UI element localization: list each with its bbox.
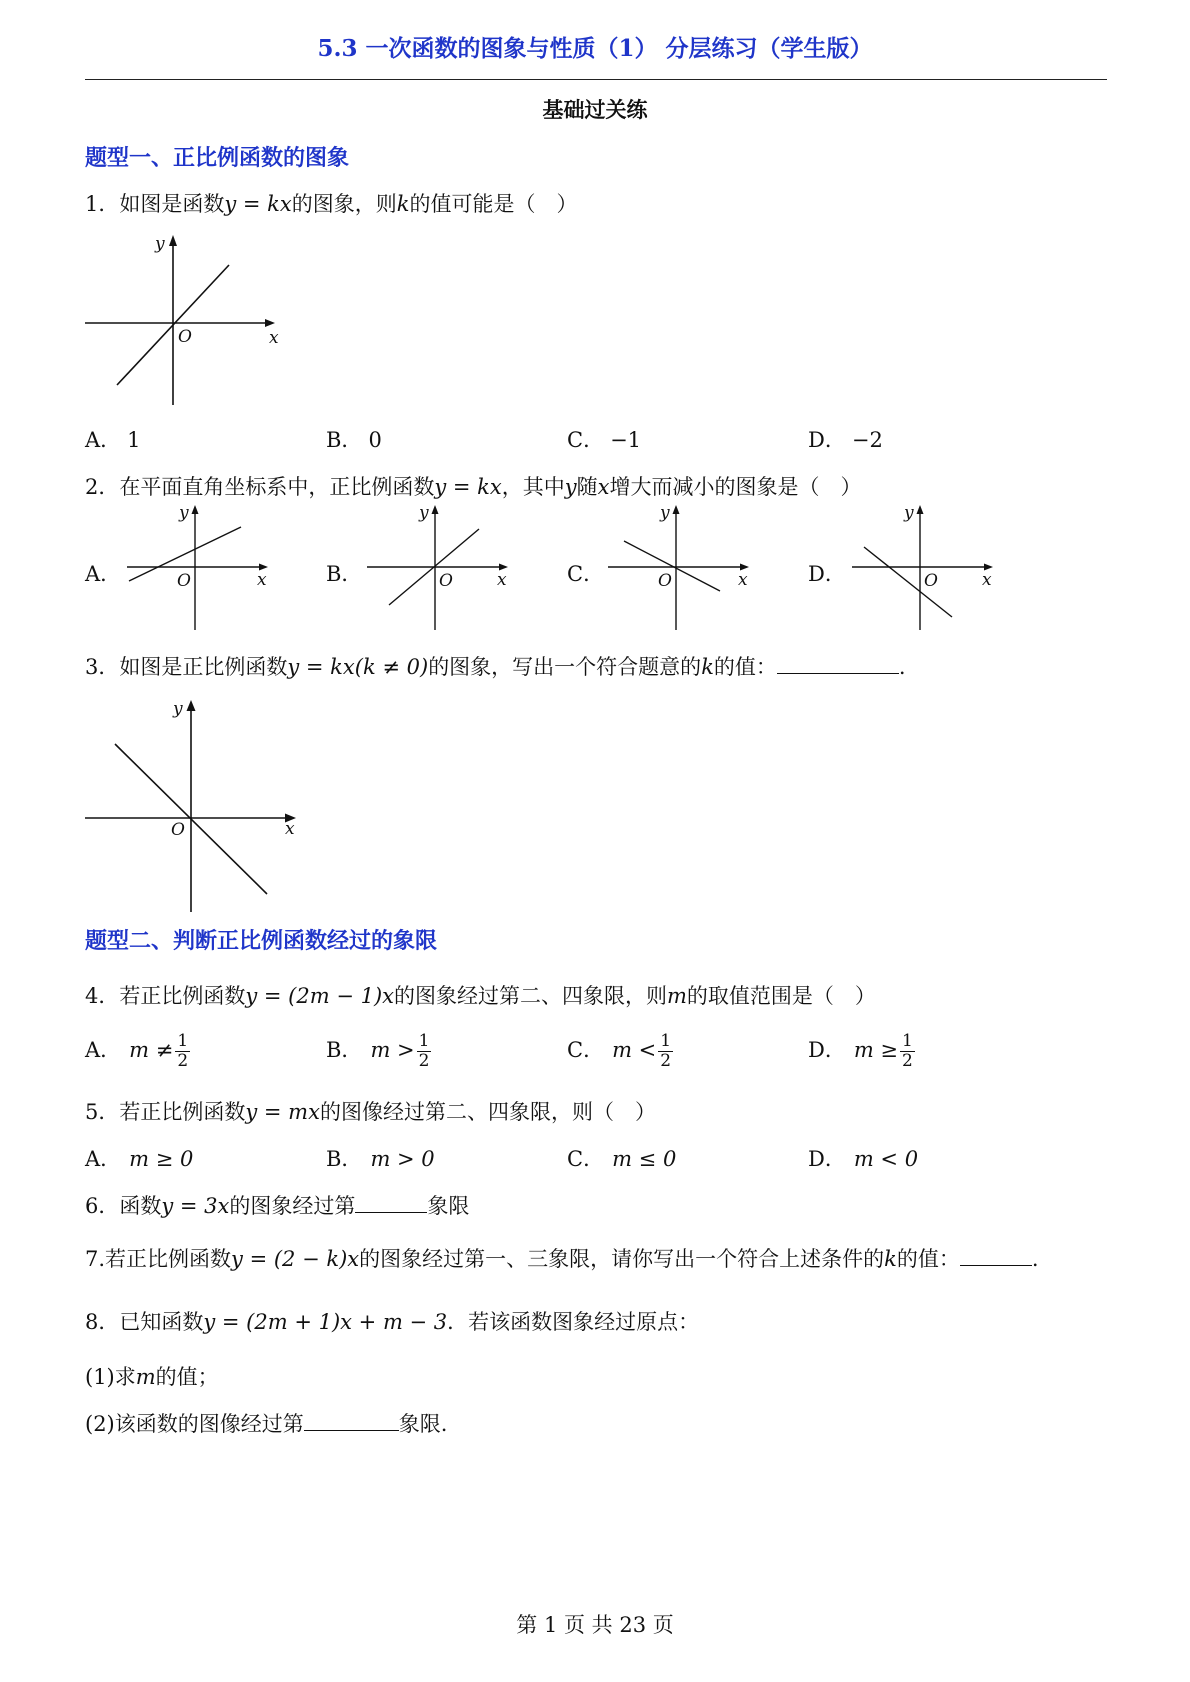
q1-option-b-label: B． <box>326 428 363 452</box>
q1-graph <box>85 235 285 405</box>
q2c-x-label: x <box>738 570 748 590</box>
q2b-origin-label: O <box>439 571 453 591</box>
q2-text-pre: 在平面直角坐标系中，正比例函数 <box>119 475 435 499</box>
q4-formula: y = (2m − 1)x <box>245 984 394 1008</box>
q2d-origin-label: O <box>924 571 938 591</box>
q5-option-a-label: A． <box>85 1147 122 1171</box>
q2c-y-label: y <box>660 503 670 523</box>
q5-option-b-value: m > 0 <box>370 1147 435 1171</box>
q3-condition: (k ≠ 0) <box>354 655 429 679</box>
q3-k: k <box>701 655 714 679</box>
q3-y-label: y <box>173 699 183 719</box>
q7-text-mid: 的图象经过第一、三象限，请你写出一个符合上述条件的 <box>359 1247 885 1271</box>
q4-text-pre: 若正比例函数 <box>119 984 246 1008</box>
q1-option-b-value: 0 <box>368 428 382 452</box>
q5-option-b-label: B． <box>326 1147 363 1171</box>
q8-answer-blank[interactable] <box>304 1410 399 1431</box>
q5-text-post: 的图像经过第二、四象限，则（ ） <box>319 1100 656 1124</box>
q4-b-num: 1 <box>418 1031 430 1051</box>
q1-option-d-value: −2 <box>851 428 883 452</box>
q2-number: 2． <box>85 475 120 499</box>
q2a-origin-label: O <box>177 571 191 591</box>
q3-text-mid: 的图象，写出一个符合题意的 <box>428 655 702 679</box>
q1-option-a-label: A． <box>85 428 122 452</box>
q3-end: . <box>898 655 906 679</box>
q1-option-c-label: C． <box>567 428 605 452</box>
question-4 <box>85 980 876 1010</box>
q1-text-mid: 的图象，则 <box>291 192 397 216</box>
q2b-y-label: y <box>419 503 429 523</box>
q4-c-num: 1 <box>660 1031 672 1051</box>
q7-end: . <box>1031 1247 1039 1271</box>
q8-number: 8． <box>85 1310 120 1334</box>
q8-text-pre: 已知函数 <box>119 1310 204 1334</box>
q1-option-c[interactable] <box>567 424 641 454</box>
q6-answer-blank[interactable] <box>355 1192 427 1213</box>
q5-option-d[interactable] <box>808 1143 918 1173</box>
q4-option-d-label: D． <box>808 1038 846 1062</box>
q8-part-1 <box>85 1361 219 1391</box>
q2b-x-label: x <box>497 570 507 590</box>
q4-option-a[interactable] <box>85 1032 190 1071</box>
q2-option-a-graph[interactable] <box>127 505 272 630</box>
q4-option-d-rel: m ≥ <box>853 1038 899 1062</box>
q4-b-den: 2 <box>418 1051 430 1071</box>
q7-answer-blank[interactable] <box>960 1245 1032 1266</box>
q7-k: k <box>884 1247 897 1271</box>
q2a-x-label: x <box>257 570 267 590</box>
q4-a-den: 2 <box>177 1051 189 1071</box>
q4-number: 4． <box>85 984 120 1008</box>
question-3 <box>85 651 906 681</box>
q7-text-pre: 若正比例函数 <box>105 1247 232 1271</box>
q4-option-d-fraction <box>900 1032 915 1071</box>
q2c-origin-label: O <box>658 571 672 591</box>
q7-formula: y = (2 − k)x <box>231 1247 360 1271</box>
q2-text-post: 增大而减小的图象是（ ） <box>609 475 862 499</box>
q3-text-post: 的值： <box>713 655 777 679</box>
q6-text-post: 象限 <box>427 1194 470 1218</box>
type2-heading: 题型二、判断正比例函数经过的象限 <box>85 928 438 954</box>
q8-text-post: ．若该函数图象经过原点： <box>447 1310 700 1334</box>
q3-graph <box>85 700 300 915</box>
q5-option-a[interactable] <box>85 1143 193 1173</box>
q7-number: 7. <box>85 1247 106 1271</box>
q4-option-c-label: C． <box>567 1038 605 1062</box>
q2-y: y <box>564 475 577 499</box>
q8-formula: y = (2m + 1)x + m − 3 <box>203 1310 448 1334</box>
q4-c-den: 2 <box>660 1051 672 1071</box>
q4-text-mid: 的图象经过第二、四象限，则 <box>394 984 667 1008</box>
page-footer: 第 1 页 共 23 页 <box>516 1613 674 1637</box>
q4-d-num: 1 <box>902 1031 913 1051</box>
q2-option-b-label[interactable]: B． <box>326 562 363 586</box>
question-2 <box>85 471 861 501</box>
document-title: 5.3 一次函数的图象与性质（1） 分层练习（学生版） <box>317 35 873 62</box>
q5-option-b[interactable] <box>326 1143 435 1173</box>
q1-formula: y = kx <box>224 192 292 216</box>
q7-text-post: 的值： <box>896 1247 960 1271</box>
q4-option-b-label: B． <box>326 1038 363 1062</box>
q3-origin-label: O <box>171 820 185 840</box>
q4-option-b[interactable] <box>326 1032 431 1071</box>
q1-option-d[interactable] <box>808 424 883 454</box>
q1-text-pre: 如图是函数 <box>119 192 225 216</box>
q8-part-2 <box>85 1408 447 1438</box>
q5-formula: y = mx <box>245 1100 320 1124</box>
header-rule <box>85 79 1107 80</box>
q6-text-pre: 函数 <box>119 1194 162 1218</box>
question-5 <box>85 1096 656 1126</box>
q4-option-a-label: A． <box>85 1038 122 1062</box>
q1-k: k <box>396 192 410 216</box>
q4-option-a-rel: m ≠ <box>129 1038 174 1062</box>
q6-number: 6． <box>85 1194 120 1218</box>
q1-option-a-value: 1 <box>127 428 141 452</box>
q5-text-pre: 若正比例函数 <box>119 1100 246 1124</box>
q5-option-c-value: m ≤ 0 <box>612 1147 677 1171</box>
q3-answer-blank[interactable] <box>777 653 899 674</box>
q8-p1-m: m <box>135 1365 156 1389</box>
question-7 <box>85 1243 1039 1273</box>
q2-option-d-graph[interactable] <box>852 505 997 630</box>
q1-text-post: 的值可能是（ ） <box>409 192 578 216</box>
q4-option-d[interactable] <box>808 1032 915 1071</box>
q3-x-label: x <box>285 819 295 839</box>
q4-option-c-rel: m < <box>612 1038 657 1062</box>
q1-option-d-label: D． <box>808 428 846 452</box>
q2a-y-label: y <box>179 503 189 523</box>
q6-formula: y = 3x <box>161 1194 230 1218</box>
question-8 <box>85 1306 699 1336</box>
q8-p2-pre: (2)该函数的图像经过第 <box>85 1412 304 1436</box>
q5-option-d-label: D． <box>808 1147 846 1171</box>
q2-option-b-graph[interactable] <box>367 505 512 630</box>
q1-x-label: x <box>269 328 279 348</box>
q2-option-c-label[interactable]: C． <box>567 562 605 586</box>
q5-option-c[interactable] <box>567 1143 676 1173</box>
q4-text-post: 的取值范围是（ ） <box>686 984 876 1008</box>
q2-option-d-label[interactable]: D． <box>808 562 846 586</box>
q4-option-c[interactable] <box>567 1032 673 1071</box>
q4-option-a-fraction <box>175 1032 190 1071</box>
q1-option-c-value: −1 <box>610 428 642 452</box>
q8-p2-post: 象限. <box>398 1412 448 1436</box>
q5-option-c-label: C． <box>567 1147 605 1171</box>
q2d-x-label: x <box>982 570 992 590</box>
q2-x: x <box>597 475 610 499</box>
q8-p1-post: 的值； <box>155 1365 219 1389</box>
q1-origin-label: O <box>178 327 192 347</box>
q4-option-b-fraction <box>417 1032 432 1071</box>
q5-option-a-value: m ≥ 0 <box>129 1147 194 1171</box>
q4-option-c-fraction <box>658 1032 673 1071</box>
q6-text-mid: 的图象经过第 <box>229 1194 356 1218</box>
q1-y-label: y <box>155 234 165 254</box>
q3-number: 3． <box>85 655 120 679</box>
q2-formula: y = kx <box>434 475 502 499</box>
q4-a-num: 1 <box>177 1031 189 1051</box>
q2-text-mid2: 随 <box>576 475 598 499</box>
q2-option-c-graph[interactable] <box>608 505 753 630</box>
section-title: 基础过关练 <box>542 97 648 122</box>
q1-number: 1． <box>85 192 120 216</box>
q3-text-pre: 如图是正比例函数 <box>119 655 288 679</box>
q5-number: 5． <box>85 1100 120 1124</box>
q4-m: m <box>667 984 687 1008</box>
q5-option-d-value: m < 0 <box>853 1147 919 1171</box>
q1-option-b[interactable] <box>326 424 382 454</box>
question-1 <box>85 188 578 218</box>
question-6 <box>85 1190 469 1220</box>
q2-option-a-label[interactable]: A． <box>85 562 122 586</box>
q2-text-mid1: ，其中 <box>501 475 565 499</box>
q4-d-den: 2 <box>902 1051 913 1071</box>
q2d-y-label: y <box>904 503 914 523</box>
q1-option-a[interactable] <box>85 424 141 454</box>
q3-formula: y = kx <box>287 655 355 679</box>
q4-option-b-rel: m > <box>370 1038 415 1062</box>
q8-p1-pre: (1)求 <box>85 1365 136 1389</box>
type1-heading: 题型一、正比例函数的图象 <box>85 145 350 171</box>
